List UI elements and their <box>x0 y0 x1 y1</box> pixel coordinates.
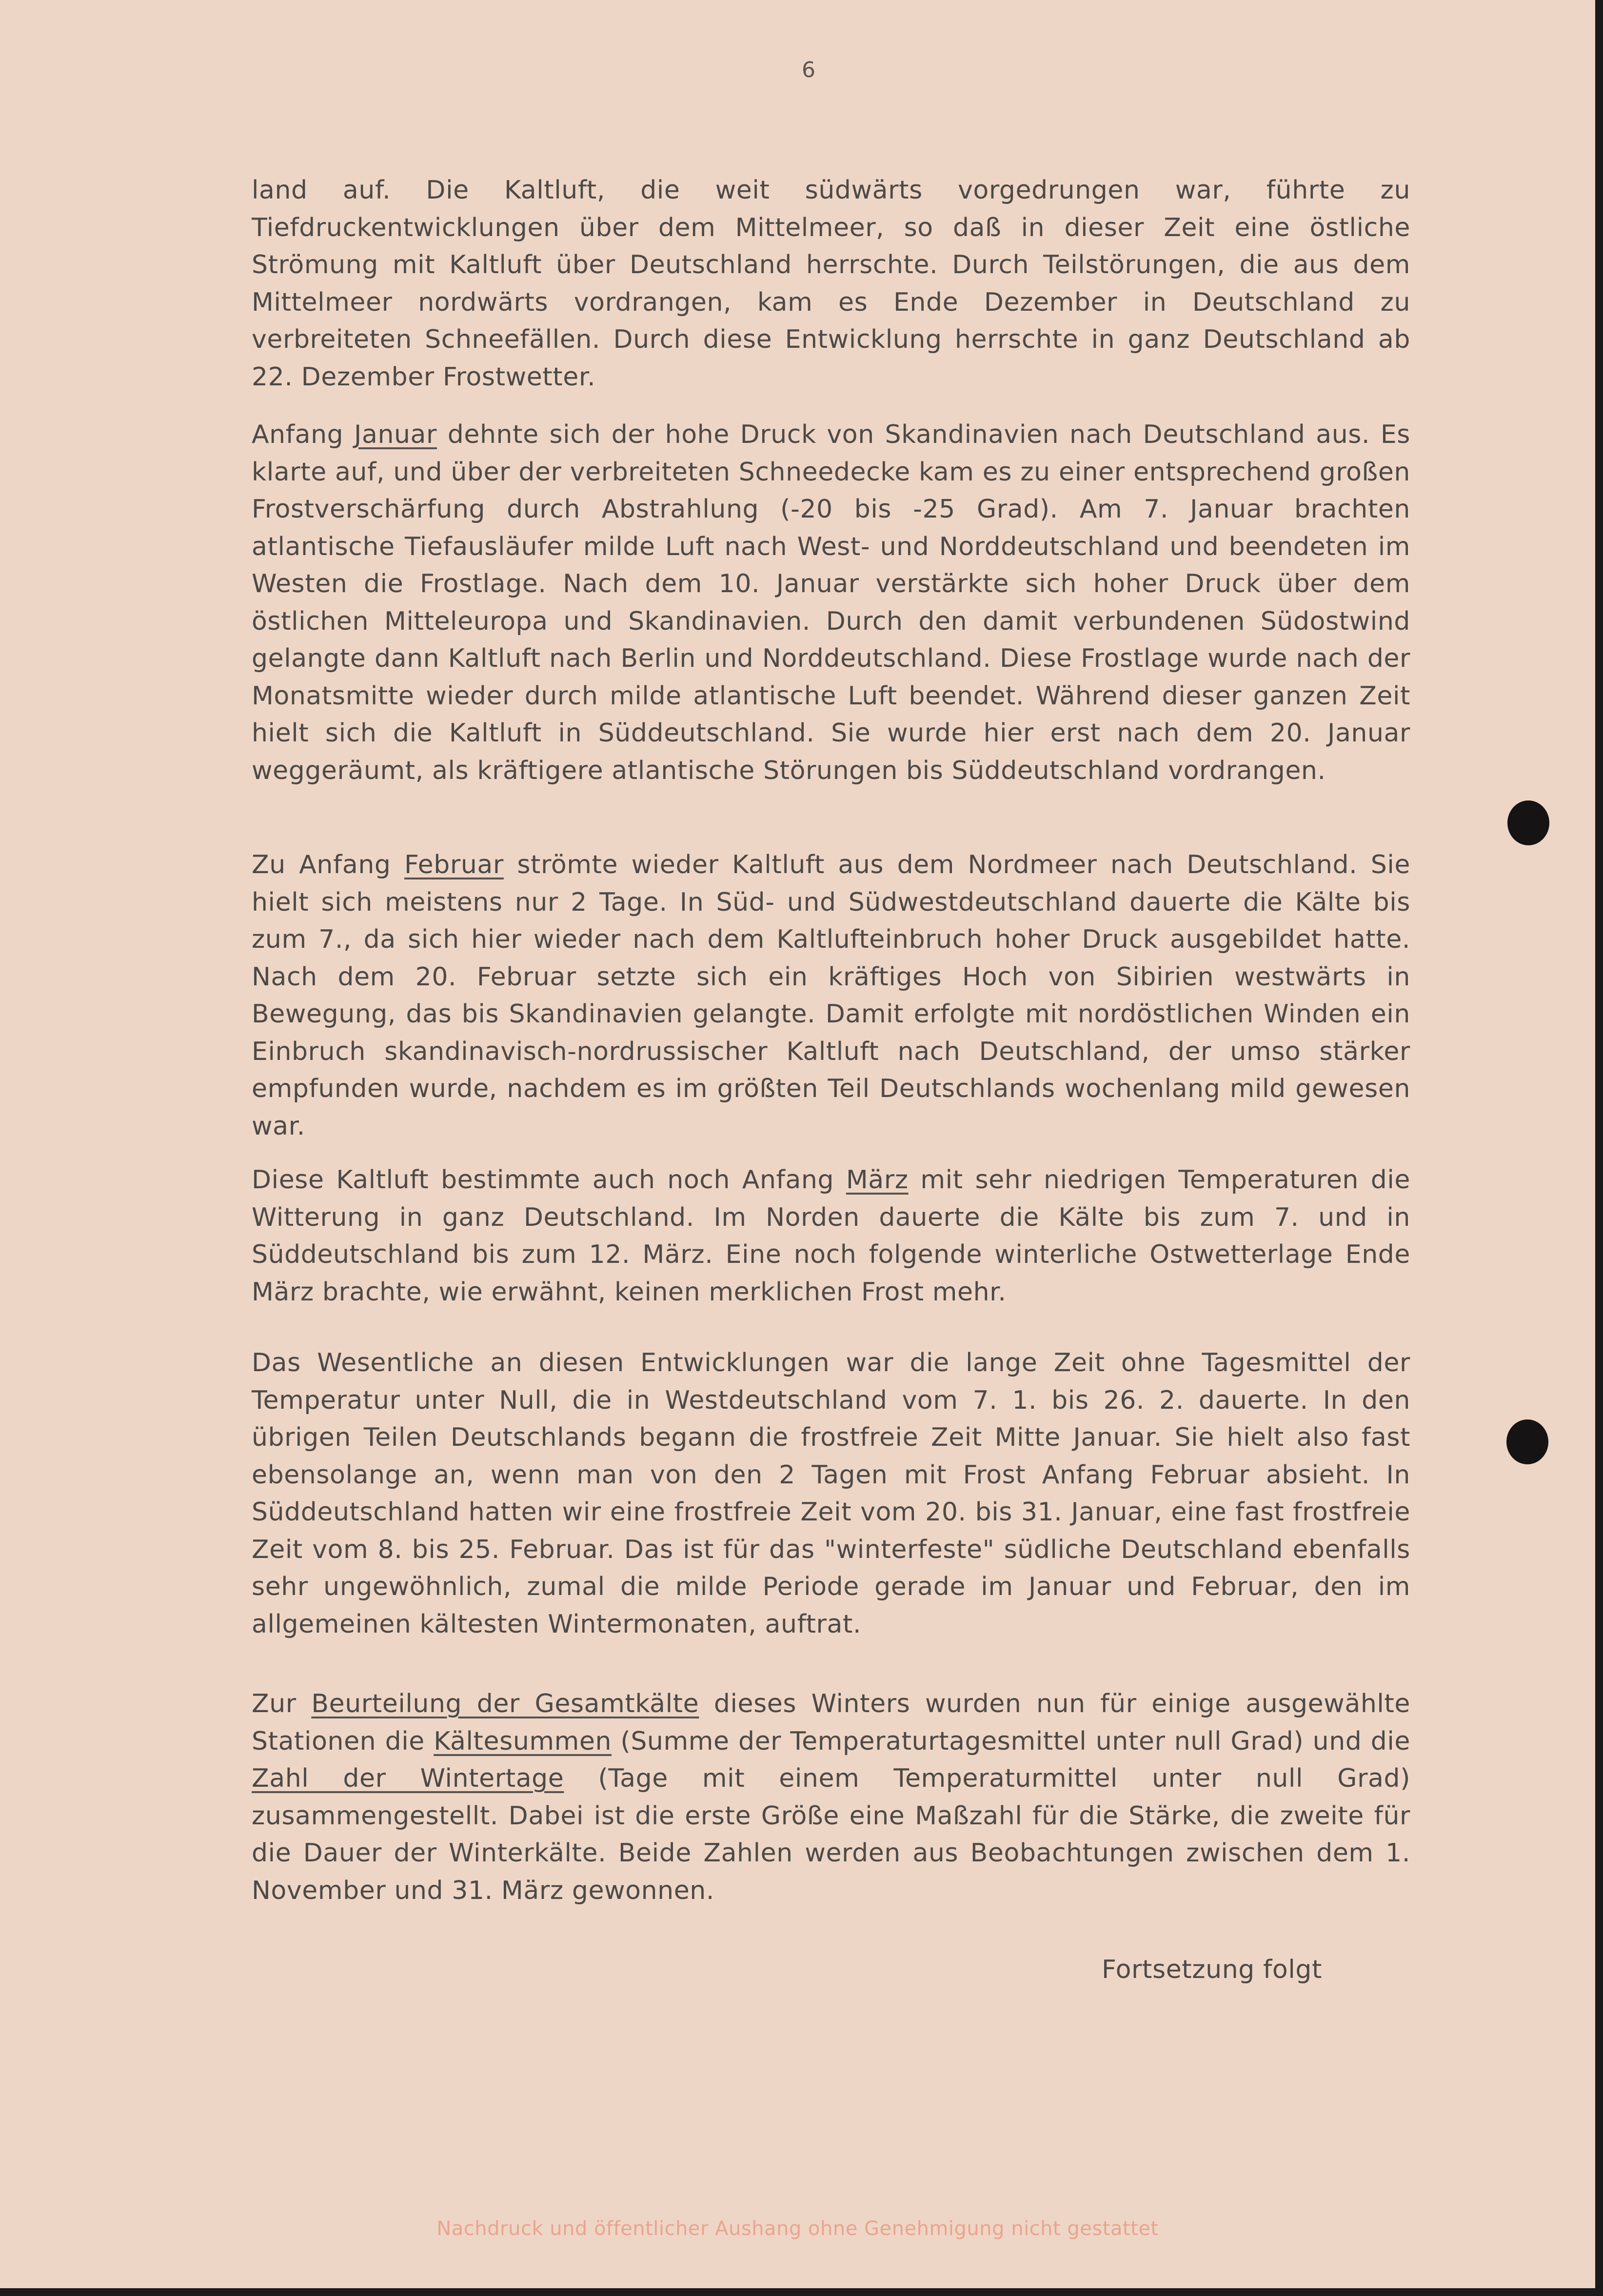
underlined-term-kaeltesummen: Kältesummen <box>434 1726 612 1756</box>
paragraph-summary <box>252 1344 1410 1643</box>
paragraph-assessment <box>252 1685 1410 1909</box>
underlined-term-wintertage: Zahl der Wintertage <box>252 1764 564 1793</box>
page-number: 6 <box>802 58 815 82</box>
paragraph-text: strömte wieder Kaltluft aus dem Nordmeer nach Deutschland. Sie hielt sich meistens nur 2 Tage. In Süd- und Südwestdeutschland dauerte die Kälte bis zum 7., da sich hier wieder nach dem Kaltlufteinbruch hoher Druck ausgebildet hatte. Nach dem 20. Februar setzte sich ein kräftiges Hoch von Sibirien westwärts in Bewegung, das bis Skandinavien gelangte. Damit erfolgte mit nordöstlichen Winden ein Einbruch skandinavisch-nordrussischer Kaltluft nach Deutschland, der umso stärker empfunden wurde, nachdem es im größten Teil Deutschlands wochenlang mild gewesen war. <box>252 850 1410 1141</box>
underlined-term-februar: Februar <box>404 850 504 879</box>
continuation-note: Fortsetzung folgt <box>1101 1955 1322 1984</box>
underlined-term-januar: Januar <box>354 420 437 449</box>
paragraph-december <box>252 172 1410 396</box>
paragraph-text: Anfang <box>252 420 355 449</box>
underlined-term-maerz: März <box>846 1165 909 1195</box>
paragraph-text: (Tage mit einem Temperaturmittel unter null Grad) zusammengestellt. Dabei ist die erste Größe eine Maßzahl für die Stärke, die zweite für die Dauer der Winterkälte. Beide Zahlen werden aus Beobachtungen zwischen dem 1. November und 31. März gewonnen. <box>252 1764 1411 1905</box>
punch-hole-icon <box>1507 800 1549 845</box>
paragraph-text: Zu Anfang <box>252 850 405 879</box>
punch-hole-icon <box>1506 1419 1548 1464</box>
paragraph-text: Das Wesentliche an diesen Entwicklungen war die lange Zeit ohne Tagesmittel der Temperatur unter Null, die in Westdeutschland vom 7. 1. bis 26. 2. dauerte. In den übrigen Teilen Deutschlands begann die frostfreie Zeit Mitte Januar. Sie hielt also fast ebensolange an, wenn man von den 2 Tagen mit Frost Anfang Februar absieht. In Süddeutschland hatten wir eine frostfreie Zeit vom 20. bis 31. Januar, eine fast frostfreie Zeit vom 8. bis 25. Februar. Das ist für das "winterfeste" südliche Deutschland ebenfalls sehr ungewöhnlich, zumal die milde Periode gerade im Januar und Februar, den im allgemeinen kältesten Wintermonaten, auftrat. <box>252 1348 1410 1639</box>
paragraph-march <box>252 1161 1410 1311</box>
paragraph-text: land auf. Die Kaltluft, die weit südwärts vorgedrungen war, führte zu Tiefdruckentwicklungen über dem Mittelmeer, so daß in dieser Zeit eine östliche Strömung mit Kaltluft über Deutschland herrschte. Durch Teilstörungen, die aus dem Mittelmeer nordwärts vordrangen, kam es Ende Dezember in Deutschland zu verbreiteten Schneefällen. Durch diese Entwicklung herrschte in ganz Deutschland ab 22. Dezember Frostwetter. <box>252 176 1410 392</box>
underlined-term-beurteilung: Beurteilung der Gesamtkälte <box>311 1689 699 1718</box>
paragraph-february <box>252 846 1410 1145</box>
paragraph-text: Zur <box>252 1689 312 1718</box>
paragraph-text: mit sehr niedrigen Temperaturen die Witterung in ganz Deutschland. Im Norden dauerte die Kälte bis zum 7. und in Süddeutschland bis zum 12. März. Eine noch folgende winterliche Ostwetterlage Ende März brachte, wie erwähnt, keinen merklichen Frost mehr. <box>252 1165 1410 1307</box>
footer-copyright-notice: Nachdruck und öffentlicher Aushang ohne Genehmigung nicht gestattet <box>436 2217 1159 2240</box>
paragraph-text: Diese Kaltluft bestimmte auch noch Anfang <box>252 1165 846 1195</box>
paragraph-text: dehnte sich der hohe Druck von Skandinavien nach Deutschland aus. Es klarte auf, und über der verbreiteten Schneedecke kam es zu einer entsprechend großen Frostverschärfung durch Abstrahlung (-20 bis -25 Grad). Am 7. Januar brachten atlantische Tiefausläufer milde Luft nach West- und Norddeutschland und beendeten im Westen die Frostlage. Nach dem 10. Januar verstärkte sich hoher Druck über dem östlichen Mitteleuropa und Skandinavien. Durch den damit verbundenen Südostwind gelangte dann Kaltluft nach Berlin und Norddeutschland. Diese Frostlage wurde nach der Monatsmitte wieder durch milde atlantische Luft beendet. Während dieser ganzen Zeit hielt sich die Kaltluft in Süddeutschland. Sie wurde hier erst nach dem 20. Januar weggeräumt, als kräftigere atlantische Störungen bis Süddeutschland vordrangen. <box>252 420 1410 785</box>
paragraph-text: dieses Winters wurden nun für einige ausgewählte Stationen die <box>252 1689 1410 1756</box>
paragraph-text: (Summe der Temperaturtagesmittel unter null Grad) und die <box>612 1726 1410 1756</box>
paragraph-january <box>252 416 1410 789</box>
